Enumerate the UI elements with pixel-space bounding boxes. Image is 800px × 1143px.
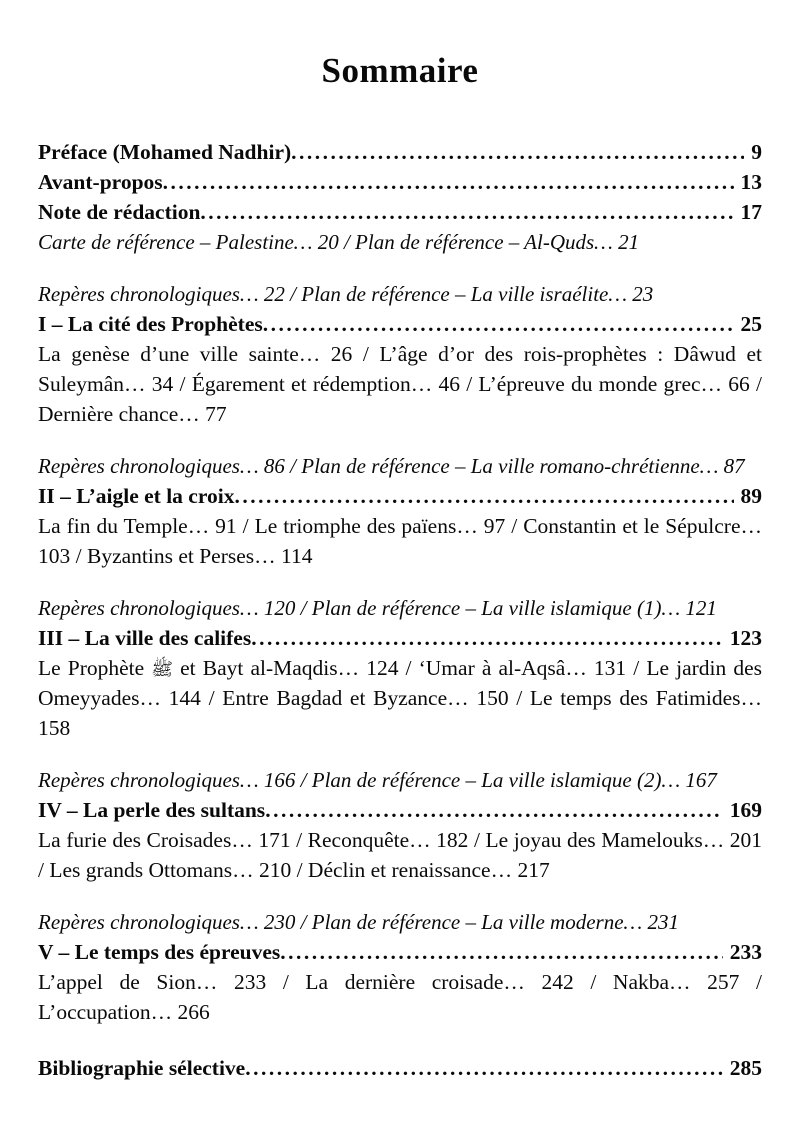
chapter-sections: La genèse d’une ville sainte… 26 / L’âge d’or des rois-prophètes : Dâwud et Suleymân… 34 / Égarement et rédemption… 46 / L’épreuve du monde grec… 66 / Dernière chance… 77 (38, 342, 762, 426)
dot-leader (163, 167, 734, 197)
chapter-block-2 (38, 451, 762, 571)
toc-entry-label: Bibliographie sélective (38, 1056, 246, 1080)
chapter-page: 233 (729, 940, 762, 964)
reference-maps-line: Carte de référence – Palestine… 20 / Plan de référence – Al-Quds… 21 (38, 230, 640, 254)
toc-entry-bibliographie (38, 1053, 762, 1083)
toc-entry-chapter-5 (38, 937, 762, 967)
chapter-sections-text: et Bayt al-Maqdis… 124 / ‘Umar à al-Aqsâ… 131 / Le jardin des Omeyyades… 144 / Entre Bagdad et Byzance… 150 / Le temps des Fatimides… 158 (38, 656, 762, 740)
chapter-sections: La fin du Temple… 91 / Le triomphe des païens… 97 / Constantin et le Sépulcre… 103 / Byzantins et Perses… 114 (38, 514, 762, 568)
chapter-block-4 (38, 765, 762, 885)
dot-leader (291, 137, 744, 167)
chapter-block-5 (38, 907, 762, 1027)
toc-entry-page: 17 (740, 200, 762, 224)
chapter-sections: L’appel de Sion… 233 / La dernière croisade… 242 / Nakba… 257 / L’occupation… 266 (38, 970, 762, 1024)
sallallahu-alayhi-wasallam-icon: ﷺ (151, 659, 174, 679)
dot-leader (234, 481, 733, 511)
dot-leader (263, 309, 734, 339)
chapter-title: V – Le temps des épreuves (38, 940, 281, 964)
toc-entry-label: Préface (Mohamed Nadhir) (38, 140, 292, 164)
toc-entry-page: 285 (729, 1056, 762, 1080)
chapter-refs-line: Repères chronologiques… 86 / Plan de référence – La ville romano-chrétienne… 87 (38, 454, 745, 478)
toc-entry-avant-propos (38, 167, 762, 197)
front-matter-block (38, 137, 762, 257)
chapter-title: III – La ville des califes (38, 626, 252, 650)
chapter-sections-text: Le Prophète (38, 656, 152, 680)
toc-entry-chapter-1 (38, 309, 762, 339)
chapter-refs-line: Repères chronologiques… 22 / Plan de référence – La ville israélite… 23 (38, 282, 654, 306)
chapter-title: I – La cité des Prophètes (38, 312, 263, 336)
toc-entry-chapter-2 (38, 481, 762, 511)
chapter-page: 89 (740, 484, 762, 508)
toc-entry-page: 13 (740, 170, 762, 194)
page-title: Sommaire (321, 51, 479, 90)
dot-leader (245, 1053, 723, 1083)
chapter-page: 169 (729, 798, 762, 822)
chapter-sections (38, 653, 762, 743)
toc-entry-chapter-3 (38, 623, 762, 653)
chapter-page: 123 (729, 626, 762, 650)
chapter-title: IV – La perle des sultans (38, 798, 266, 822)
chapter-block-1 (38, 279, 762, 429)
chapter-page: 25 (740, 312, 762, 336)
chapter-refs-line: Repères chronologiques… 166 / Plan de référence – La ville islamique (2)… 167 (38, 768, 717, 792)
dot-leader (251, 623, 723, 653)
toc-entry-chapter-4 (38, 795, 762, 825)
toc-entry-label: Avant-propos (38, 170, 163, 194)
chapter-refs-line: Repères chronologiques… 120 / Plan de référence – La ville islamique (1)… 121 (38, 596, 717, 620)
chapter-sections: La furie des Croisades… 171 / Reconquête… 182 / Le joyau des Mamelouks… 201 / Les grands Ottomans… 210 / Déclin et renaissance… 217 (38, 828, 762, 882)
toc-entry-label: Note de rédaction (38, 200, 201, 224)
toc-entry-page: 9 (751, 140, 762, 164)
back-matter-block (38, 1053, 762, 1083)
dot-leader (200, 197, 733, 227)
toc-entry-note-redaction (38, 197, 762, 227)
toc-entry-preface (38, 137, 762, 167)
chapter-refs-line: Repères chronologiques… 230 / Plan de référence – La ville moderne… 231 (38, 910, 679, 934)
chapter-block-3 (38, 593, 762, 743)
dot-leader (280, 937, 722, 967)
chapter-title: II – L’aigle et la croix (38, 484, 235, 508)
dot-leader (265, 795, 723, 825)
